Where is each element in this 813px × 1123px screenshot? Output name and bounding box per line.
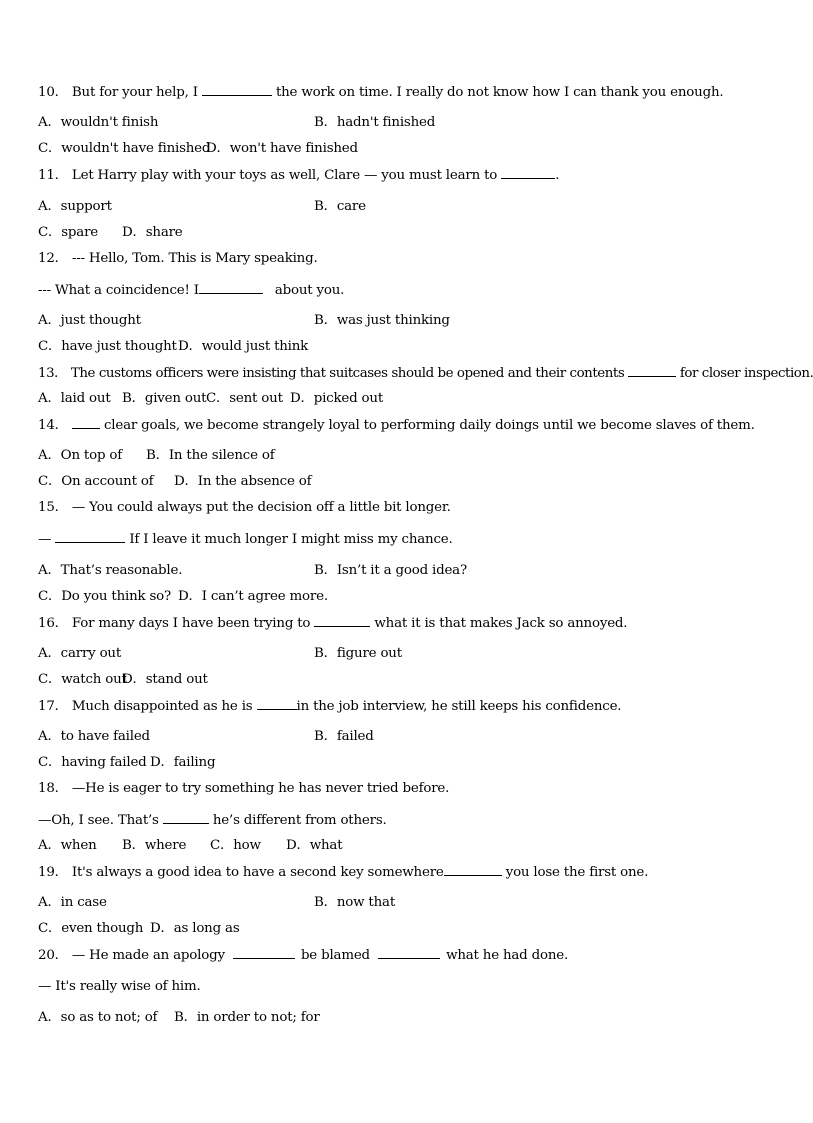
stem-text: But for your help, I [71, 85, 198, 100]
question-number: 18． [38, 781, 68, 796]
option-d: D．I can’t agree more. [178, 589, 328, 604]
answer-blank [72, 417, 100, 429]
option-d: D．what [286, 838, 343, 853]
question-number: 19． [38, 865, 68, 880]
question-18-stem [38, 781, 449, 797]
question-number: 10． [38, 85, 68, 100]
stem-text: for closer inspection. [679, 366, 813, 381]
option-b: B．failed [314, 729, 374, 744]
answer-blank [378, 947, 440, 959]
question-12-stem [38, 251, 318, 267]
question-11-stem [38, 167, 559, 184]
option-d: D．would just think [178, 339, 309, 354]
option-d: D．stand out [122, 672, 208, 687]
stem-text: the work on time. I really do not know how I can thank you enough. [275, 85, 724, 100]
stem-text: about you. [274, 283, 345, 298]
stem-text: in the job interview, he still keeps his confidence. [296, 699, 622, 714]
question-number: 15． [38, 500, 68, 515]
stem-text: what it is that makes Jack so annoyed. [374, 616, 628, 631]
option-c: C．having failed [38, 755, 147, 770]
option-c: C．spare [38, 225, 98, 240]
question-number: 17． [38, 699, 68, 714]
answer-blank [202, 84, 272, 96]
stem-text: --- Hello, Tom. This is Mary speaking. [71, 251, 318, 266]
question-number: 20． [38, 948, 68, 963]
option-a: A．so as to not; of [38, 1010, 158, 1025]
option-d: D．failing [150, 755, 216, 770]
answer-blank [199, 282, 263, 294]
option-a: A．wouldn't finish [38, 115, 159, 130]
question-20-stem [38, 947, 568, 964]
option-c: C．sent out [206, 391, 283, 406]
stem-text: he’s different from others. [212, 813, 387, 828]
option-a: A．On top of [38, 448, 123, 463]
option-b: B．now that [314, 895, 396, 910]
stem-text: —He is eager to try something he has never tried before. [71, 781, 450, 796]
stem-text: Let Harry play with your toys as well, Clare — you must learn to [71, 168, 498, 183]
option-c: C．have just thought [38, 339, 177, 354]
question-10-stem [38, 84, 723, 101]
answer-blank [55, 531, 125, 543]
option-c: C．how [210, 838, 261, 853]
option-b: B．was just thinking [314, 313, 450, 328]
option-d: D．share [122, 225, 183, 240]
option-c: C．even though [38, 921, 144, 936]
option-a: A．when [38, 838, 97, 853]
answer-blank [163, 812, 209, 824]
answer-blank [501, 167, 555, 179]
stem-text: clear goals, we become strangely loyal to performing daily doings until we become slaves of them. [103, 418, 755, 433]
question-20-reply: — It's really wise of him. [38, 979, 201, 994]
question-12-dialogue [38, 282, 344, 299]
option-b: B．figure out [314, 646, 402, 661]
option-d: D．In the absence of [174, 474, 312, 489]
option-d: D．won't have finished [206, 141, 358, 156]
option-b: B．care [314, 199, 366, 214]
question-number: 14． [38, 418, 68, 433]
stem-text: — [38, 532, 52, 547]
answer-blank [444, 864, 502, 876]
stem-text: --- What a coincidence! I [38, 283, 199, 298]
answer-blank [257, 698, 297, 710]
option-c: C．wouldn't have finished [38, 141, 211, 156]
stem-text: . [555, 168, 560, 183]
option-b: B．where [122, 838, 187, 853]
stem-text: — You could always put the decision off a little bit longer. [71, 500, 451, 515]
option-b: B．In the silence of [146, 448, 275, 463]
stem-text: —Oh, I see. That’s [38, 813, 159, 828]
option-c: C．On account of [38, 474, 154, 489]
stem-text: what he had done. [446, 948, 569, 963]
question-14-stem [38, 417, 755, 434]
answer-blank [314, 615, 370, 627]
option-a: A．just thought [38, 313, 141, 328]
stem-text: Much disappointed as he is [71, 699, 253, 714]
stem-text: you lose the first one. [505, 865, 649, 880]
option-a: A．That’s reasonable. [38, 563, 183, 578]
stem-text: For many days I have been trying to [71, 616, 311, 631]
question-19-stem [38, 864, 648, 881]
option-c: C．watch out [38, 672, 127, 687]
option-b: B．Isn’t it a good idea? [314, 563, 467, 578]
question-17-stem [38, 698, 621, 715]
stem-text: If I leave it much longer I might miss my chance. [129, 532, 453, 547]
option-c: C．Do you think so? [38, 589, 171, 604]
question-number: 13． [38, 366, 68, 381]
question-15-dialogue [38, 531, 453, 548]
option-a: A．carry out [38, 646, 122, 661]
option-a: A．in case [38, 895, 107, 910]
option-d: D．as long as [150, 921, 240, 936]
option-b: B．hadn't finished [314, 115, 436, 130]
option-b: B．given out [122, 391, 207, 406]
stem-text: It's always a good idea to have a second key somewhere [71, 865, 444, 880]
option-a: A．to have failed [38, 729, 150, 744]
question-16-stem [38, 615, 627, 632]
stem-text: be blamed [300, 948, 370, 963]
option-d: D．picked out [290, 391, 384, 406]
question-number: 16． [38, 616, 68, 631]
option-a: A．laid out [38, 391, 111, 406]
question-15-stem [38, 500, 451, 516]
answer-blank [233, 947, 295, 959]
answer-blank [628, 365, 676, 377]
question-number: 12． [38, 251, 68, 266]
option-b: B．in order to not; for [174, 1010, 320, 1025]
question-13-stem [38, 365, 813, 382]
question-number: 11． [38, 168, 68, 183]
question-18-dialogue [38, 812, 387, 829]
option-a: A．support [38, 199, 112, 214]
stem-text: The customs officers were insisting that suitcases should be opened and their contents [70, 366, 625, 381]
stem-text: — He made an apology [71, 948, 225, 963]
